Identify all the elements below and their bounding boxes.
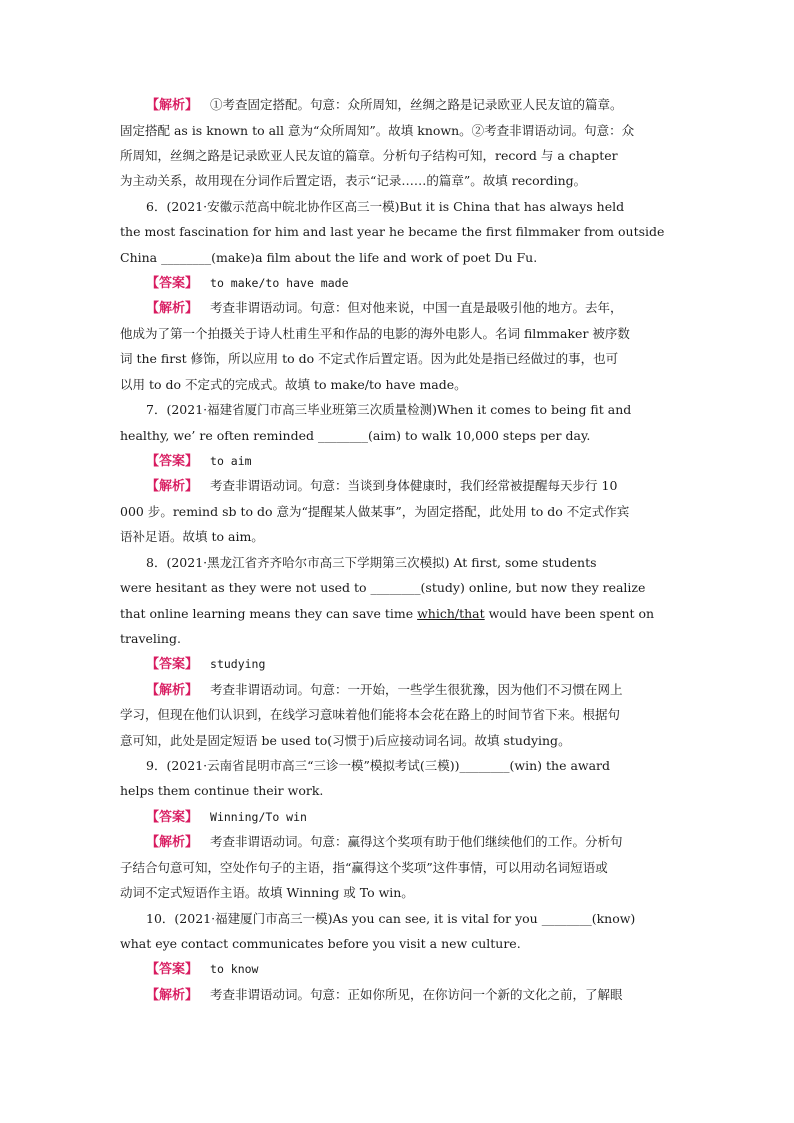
answer-tag: 【答案】 [146,454,199,469]
analysis-line: 语补足语。故填 to aim。 [120,529,264,544]
question-line: 8．(2021·黑龙江省齐齐哈尔市高三下学期第三次模拟) At first, some students [146,555,597,570]
answer-line [146,651,676,677]
analysis-line: 【解析】 考查非谓语动词。句意：当谈到身体健康时，我们经常被提醒每天步行 10 [146,478,618,494]
analysis-tag: 【解析】 [146,988,199,1003]
answer-text: to know [210,962,259,976]
question-line: were hesitant as they were not used to ________(study) online, but now they realize [120,580,646,595]
analysis-line: 意可知，此处是固定短语 be used to(习惯于)后应接动词名词。故填 studying。 [120,733,571,748]
question-line: healthy, we’ re often reminded ________(aim) to walk 10,000 steps per day. [120,428,591,443]
analysis-line: 所周知，丝绸之路是记录欧亚人民友谊的篇章。分析句子结构可知，record 与 a chapter [120,148,618,163]
analysis-line: 【解析】 考查非谓语动词。句意：赢得这个奖项有助于他们继续他们的工作。分析句 [146,834,623,850]
question-line: 6．(2021·安徽示范高中皖北协作区高三一模)But it is China that has always held [146,199,625,214]
analysis-tag: 【解析】 [146,301,199,316]
question-line: China ________(make)a film about the life and work of poet Du Fu. [120,250,538,265]
analysis-tag: 【解析】 [146,683,199,698]
answer-tag: 【答案】 [146,962,199,977]
analysis-line: 他成为了第一个拍摄关于诗人杜甫生平和作品的电影的海外电影人。名词 filmmaker 被序数 [120,326,630,341]
answer-tag: 【答案】 [146,657,199,672]
analysis-line: 【解析】 考查非谓语动词。句意：但对他来说，中国一直是最吸引他的地方。去年， [146,300,623,316]
question-line: traveling. [120,631,181,646]
analysis-line: 子结合句意可知，空处作句子的主语，指“赢得这个奖项”这件事情，可以用动名词短语或 [120,860,608,875]
answer-line [146,270,676,296]
answer-tag: 【答案】 [146,276,199,291]
answer-text: to make/to have made [210,276,349,290]
analysis-line: 【解析】 ①考查固定搭配。句意：众所周知，丝绸之路是记录欧亚人民友谊的篇章。 [146,97,623,113]
analysis-line: 词 the first 修饰，所以应用 to do 不定式作后置定语。因为此处是指已经做过的事，也可 [120,351,619,366]
question-line: the most fascination for him and last year he became the first filmmaker from outside [120,224,665,239]
answer-text: to aim [210,454,252,468]
underlined-text: which/that [417,606,485,621]
analysis-line: 以用 to do 不定式的完成式。故填 to make/to have made。 [120,377,467,392]
answer-text: Winning/To win [210,810,307,824]
analysis-line: 【解析】 考查非谓语动词。句意：正如你所见，在你访问一个新的文化之前，了解眼 [146,987,623,1003]
analysis-line: 000 步。remind sb to do 意为“提醒某人做某事”，为固定搭配，此处用 to do 不定式作宾 [120,504,630,519]
answer-line [146,448,676,474]
answer-tag: 【答案】 [146,810,199,825]
question-line: 9．(2021·云南省昆明市高三“三诊一模”模拟考试(三模))________(win) the award [146,758,611,773]
analysis-tag: 【解析】 [146,98,199,113]
answer-text: studying [210,657,266,671]
analysis-tag: 【解析】 [146,479,199,494]
question-line: what eye contact communicates before you visit a new culture. [120,936,521,951]
question-line: helps them continue their work. [120,783,324,798]
analysis-line: 固定搭配 as is known to all 意为“众所周知”。故填 known。②考查非谓语动词。句意：众 [120,123,635,138]
analysis-line: 【解析】 考查非谓语动词。句意：一开始，一些学生很犹豫，因为他们不习惯在网上 [146,682,623,698]
analysis-line: 为主动关系，故用现在分词作后置定语，表示“记录……的篇章”。故填 recording。 [120,173,587,188]
analysis-line: 学习，但现在他们认识到，在线学习意味着他们能将本会花在路上的时间节省下来。根据句 [120,707,621,722]
question-line: 7．(2021·福建省厦门市高三毕业班第三次质量检测)When it comes to being fit and [146,402,632,417]
answer-line [146,804,676,830]
analysis-tag: 【解析】 [146,835,199,850]
question-line: 10．(2021·福建厦门市高三一模)As you can see, it is vital for you ________(know) [146,911,636,926]
question-line: that online learning means they can save time which/that would have been spent on [120,606,655,621]
answer-line [146,956,676,982]
analysis-line: 动词不定式短语作主语。故填 Winning 或 To win。 [120,885,414,900]
